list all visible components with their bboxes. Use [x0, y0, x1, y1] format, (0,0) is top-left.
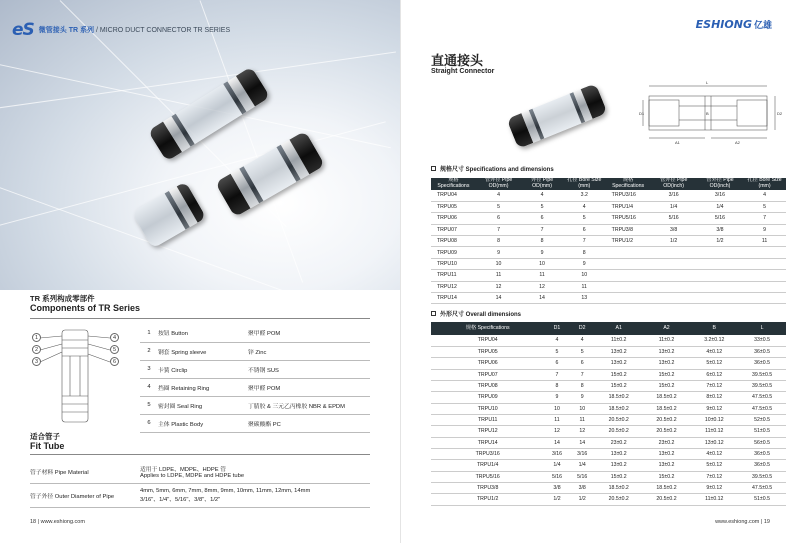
table-cell: TRPU3/8: [606, 224, 651, 235]
table-cell: TRPU10: [431, 403, 544, 414]
page-footer-right: www.eshiong.com | 19: [715, 519, 770, 525]
table-cell: 4: [476, 190, 521, 201]
header-title-en: / MICRO DUCT CONNECTOR TR SERIES: [95, 27, 231, 34]
table-cell: TRPU14: [431, 293, 476, 304]
table-cell: 10: [476, 258, 521, 269]
table-cell: 3.2: [563, 190, 606, 201]
table-row: 4 挡圈 Retaining Ring 聚甲醛 POM: [140, 378, 370, 396]
table-cell: 11: [521, 270, 563, 281]
table-cell: 11±0.2: [595, 335, 643, 346]
square-bullet-icon: [431, 311, 436, 316]
table-cell: 7: [521, 224, 563, 235]
table-cell: 20.5±0.2: [595, 426, 643, 437]
table-cell: TRPU3/8: [431, 482, 544, 493]
table-row: 管子材料 Pipe Material 适用于 LDPE、MDPE、HDPE 管 Applies to LDPE, MDPE and HDPE tube: [30, 460, 370, 484]
table-cell: 13±0.12: [690, 437, 738, 448]
product-hero-image: [0, 0, 400, 290]
table-cell: 51±0.5: [738, 494, 786, 505]
table-row: [431, 494, 786, 505]
table-cell: 20.5±0.2: [643, 494, 691, 505]
table-cell: 15±0.2: [643, 380, 691, 391]
dim-label-a2: A2: [735, 140, 740, 145]
table-cell: 1/4: [650, 201, 696, 212]
column-header: D1: [544, 322, 569, 335]
table-cell: 9: [563, 258, 606, 269]
table-cell: 20.5±0.2: [643, 414, 691, 425]
table-cell: 11: [743, 236, 786, 247]
table-cell: 13±0.2: [595, 460, 643, 471]
table-row: 3 卡簧 Circlip 不锈钢 SUS: [140, 360, 370, 378]
table-cell: 9±0.12: [690, 482, 738, 493]
table-cell: TRPU3/16: [431, 448, 544, 459]
table-cell: 36±0.5: [738, 358, 786, 369]
table-cell: 8±0.12: [690, 392, 738, 403]
table-cell: 1/2: [650, 236, 696, 247]
table-cell: 4: [544, 335, 569, 346]
callout-4: 4: [110, 333, 119, 342]
table-row: [431, 224, 786, 235]
table-cell: 20.5±0.2: [595, 494, 643, 505]
table-cell: [606, 247, 651, 258]
table-cell: 3/16: [697, 190, 743, 201]
table-cell: 6: [476, 213, 521, 224]
table-cell: [697, 258, 743, 269]
table-cell: TRPU05: [431, 346, 544, 357]
table-cell: 6: [570, 358, 595, 369]
table-cell: 8: [544, 380, 569, 391]
table-cell: 13±0.2: [643, 358, 691, 369]
column-header: L: [738, 322, 786, 335]
table-cell: 12: [521, 281, 563, 292]
table-cell: 3/8: [570, 482, 595, 493]
table-row: 6 主体 Plastic Body 聚碳酸酯 PC: [140, 414, 370, 432]
table-cell: 5: [743, 201, 786, 212]
table-cell: 1/2: [570, 494, 595, 505]
table-row: [431, 358, 786, 369]
table-cell: 36±0.5: [738, 346, 786, 357]
table-cell: TRPU12: [431, 426, 544, 437]
table-cell: 1/4: [697, 201, 743, 212]
table-cell: 10: [563, 270, 606, 281]
table-cell: 10: [544, 403, 569, 414]
table-cell: [650, 293, 696, 304]
table-cell: [697, 293, 743, 304]
table-cell: TRPU08: [431, 236, 476, 247]
table-row: [431, 448, 786, 459]
page-subtitle: Straight Connector: [431, 68, 495, 75]
table-cell: 6: [544, 358, 569, 369]
table-cell: 5/16: [570, 471, 595, 482]
table-cell: 14: [476, 293, 521, 304]
table-cell: 5: [563, 213, 606, 224]
table-cell: 5±0.12: [690, 358, 738, 369]
table-cell: 3/8: [697, 224, 743, 235]
table-cell: TRPU1/2: [606, 236, 651, 247]
table-cell: 7: [743, 213, 786, 224]
table-row: [431, 380, 786, 391]
table-row: [431, 213, 786, 224]
table-cell: 10: [521, 258, 563, 269]
callout-1: 1: [32, 333, 41, 342]
table-row: [431, 201, 786, 212]
table-cell: 13±0.2: [595, 448, 643, 459]
specifications-table: [431, 178, 786, 304]
table-cell: TRPU1/4: [606, 201, 651, 212]
table-cell: 3/16: [570, 448, 595, 459]
table-cell: TRPU07: [431, 369, 544, 380]
column-header: D2: [570, 322, 595, 335]
table-cell: 11: [570, 414, 595, 425]
dims-table-heading: 外形尺寸 Overall dimensions: [431, 309, 521, 318]
page-footer-left: 18 | www.eshiong.com: [30, 519, 85, 525]
callout-6: 6: [110, 357, 119, 366]
table-cell: [650, 281, 696, 292]
table-row: [431, 270, 786, 281]
table-cell: 11: [544, 414, 569, 425]
table-cell: 13: [563, 293, 606, 304]
table-cell: 5: [521, 201, 563, 212]
table-cell: 8: [563, 247, 606, 258]
table-cell: 23±0.2: [643, 437, 691, 448]
straight-connector-image: [507, 83, 608, 149]
table-cell: 12: [570, 426, 595, 437]
divider: [30, 454, 370, 455]
column-header: 管外径 Pipe OD(inch): [650, 178, 696, 190]
table-cell: 6±0.12: [690, 369, 738, 380]
table-cell: 3/8: [544, 482, 569, 493]
table-cell: [743, 270, 786, 281]
table-cell: TRPU11: [431, 270, 476, 281]
table-row: [431, 482, 786, 493]
table-cell: 47.5±0.5: [738, 403, 786, 414]
table-cell: 7±0.12: [690, 471, 738, 482]
table-cell: 1/4: [570, 460, 595, 471]
table-cell: TRPU06: [431, 358, 544, 369]
table-cell: 4: [521, 190, 563, 201]
table-cell: 18.5±0.2: [643, 482, 691, 493]
table-cell: 14: [570, 437, 595, 448]
table-cell: 1/2: [544, 494, 569, 505]
table-cell: 4±0.12: [690, 448, 738, 459]
table-cell: 5/16: [697, 213, 743, 224]
table-cell: 11: [563, 281, 606, 292]
table-cell: 20.5±0.2: [643, 426, 691, 437]
table-cell: 47.5±0.5: [738, 482, 786, 493]
parts-table: [140, 324, 370, 433]
table-row: [431, 190, 786, 201]
overall-dimensions-table: [431, 322, 786, 506]
table-row: [431, 437, 786, 448]
table-cell: 13±0.2: [643, 448, 691, 459]
callout-3: 3: [32, 357, 41, 366]
table-cell: 15±0.2: [643, 369, 691, 380]
table-cell: 13±0.2: [643, 460, 691, 471]
right-page: [400, 0, 800, 543]
brand-logo-right: ESHIONG 亿雄: [695, 18, 772, 31]
column-header: 孔径 Bore Size (mm): [563, 178, 606, 190]
table-cell: 3/16: [650, 190, 696, 201]
table-cell: 39.5±0.5: [738, 471, 786, 482]
column-header: B: [690, 322, 738, 335]
table-cell: 11±0.12: [690, 426, 738, 437]
table-cell: 39.5±0.5: [738, 380, 786, 391]
table-row: [431, 281, 786, 292]
table-cell: [606, 293, 651, 304]
table-cell: 12: [476, 281, 521, 292]
brand-logo: eS: [12, 20, 34, 40]
table-cell: 4: [570, 335, 595, 346]
table-cell: TRPU04: [431, 335, 544, 346]
table-cell: 11: [476, 270, 521, 281]
table-cell: [743, 281, 786, 292]
table-cell: TRPU1/2: [431, 494, 544, 505]
table-cell: 15±0.2: [595, 471, 643, 482]
table-cell: [606, 258, 651, 269]
table-cell: TRPU05: [431, 201, 476, 212]
table-cell: TRPU14: [431, 437, 544, 448]
table-cell: 7±0.12: [690, 380, 738, 391]
table-cell: [743, 258, 786, 269]
table-cell: 9: [521, 247, 563, 258]
table-row: [431, 335, 786, 346]
table-cell: 6: [521, 213, 563, 224]
technical-drawing: [639, 78, 784, 148]
table-cell: 4: [743, 190, 786, 201]
table-cell: 13±0.2: [643, 346, 691, 357]
table-cell: 5/16: [544, 471, 569, 482]
fit-tube-table: [30, 460, 370, 508]
table-cell: 8: [521, 236, 563, 247]
table-row: [431, 247, 786, 258]
table-cell: 8: [476, 236, 521, 247]
dim-label-b: B: [706, 111, 709, 116]
table-cell: 7: [563, 236, 606, 247]
table-cell: 18.5±0.2: [595, 482, 643, 493]
table-cell: 7: [476, 224, 521, 235]
table-cell: [606, 281, 651, 292]
callout-5: 5: [110, 345, 119, 354]
column-header: 规格 Specifications: [606, 178, 651, 190]
table-cell: [743, 247, 786, 258]
table-row: [431, 414, 786, 425]
table-cell: 18.5±0.2: [643, 392, 691, 403]
table-cell: 18.5±0.2: [595, 392, 643, 403]
table-cell: TRPU12: [431, 281, 476, 292]
table-cell: TRPU04: [431, 190, 476, 201]
page-title: 直通接头: [431, 53, 484, 68]
table-cell: TRPU5/16: [606, 213, 651, 224]
table-cell: 11±0.12: [690, 494, 738, 505]
table-row: 1 按钮 Button 聚甲醛 POM: [140, 324, 370, 342]
dim-label-l: L: [706, 80, 709, 85]
dim-label-d2: D2: [777, 111, 783, 116]
table-cell: 33±0.5: [738, 335, 786, 346]
table-cell: TRPU09: [431, 392, 544, 403]
table-row: 5 密封圈 Seal Ring 丁腈胶 & 三元乙丙橡胶 NBR & EPDM: [140, 396, 370, 414]
table-cell: 4: [563, 201, 606, 212]
table-cell: 52±0.5: [738, 414, 786, 425]
table-cell: TRPU1/4: [431, 460, 544, 471]
table-cell: 36±0.5: [738, 460, 786, 471]
table-cell: TRPU07: [431, 224, 476, 235]
column-header: 管外径 Pipe OD(mm): [476, 178, 521, 190]
table-cell: 6: [563, 224, 606, 235]
table-cell: 13±0.2: [595, 358, 643, 369]
table-cell: [606, 270, 651, 281]
table-row: [431, 346, 786, 357]
parts-exploded-diagram: [30, 326, 130, 426]
fit-tube-heading: 适合管子 Fit Tube: [30, 432, 65, 451]
table-row: 管子外径 Outer Diameter of Pipe 4mm, 5mm, 6mm, 7mm, 8mm, 9mm, 10mm, 11mm, 12mm, 14mm 3/16"、1/4"、5/16"、3/8"、1/2": [30, 484, 370, 508]
table-cell: 13±0.2: [595, 346, 643, 357]
table-row: [431, 293, 786, 304]
table-cell: [697, 281, 743, 292]
table-cell: 23±0.2: [595, 437, 643, 448]
table-cell: TRPU06: [431, 213, 476, 224]
table-cell: 9: [743, 224, 786, 235]
table-cell: 47.5±0.5: [738, 392, 786, 403]
table-cell: 15±0.2: [595, 369, 643, 380]
table-cell: 9±0.12: [690, 403, 738, 414]
table-cell: TRPU08: [431, 380, 544, 391]
table-cell: 9: [570, 392, 595, 403]
table-cell: [743, 293, 786, 304]
table-cell: TRPU09: [431, 247, 476, 258]
table-cell: 36±0.5: [738, 448, 786, 459]
table-cell: 7: [570, 369, 595, 380]
table-cell: 39.5±0.5: [738, 369, 786, 380]
dim-label-a1: A1: [675, 140, 680, 145]
table-cell: 18.5±0.2: [643, 403, 691, 414]
table-cell: 10±0.12: [690, 414, 738, 425]
table-cell: 18.5±0.2: [595, 403, 643, 414]
table-cell: 9: [476, 247, 521, 258]
table-cell: 12: [544, 426, 569, 437]
table-row: 2 钢套 Spring sleeve 锌 Zinc: [140, 342, 370, 360]
table-cell: 9: [544, 392, 569, 403]
table-cell: 5/16: [650, 213, 696, 224]
table-row: [431, 369, 786, 380]
column-header: 外径 Pipe OD(mm): [521, 178, 563, 190]
table-cell: 8: [570, 380, 595, 391]
table-cell: [697, 247, 743, 258]
column-header: A1: [595, 322, 643, 335]
table-cell: 11±0.2: [643, 335, 691, 346]
table-cell: 51±0.5: [738, 426, 786, 437]
components-heading: TR 系列构成零部件 Components of TR Series: [30, 294, 141, 313]
table-cell: [697, 270, 743, 281]
table-cell: 14: [521, 293, 563, 304]
table-row: [431, 460, 786, 471]
table-cell: 14: [544, 437, 569, 448]
table-cell: 3/16: [544, 448, 569, 459]
column-header: 规格 Specifications: [431, 322, 544, 335]
series-header: [12, 20, 230, 40]
table-cell: 20.5±0.2: [595, 414, 643, 425]
table-cell: 1/4: [544, 460, 569, 471]
table-cell: 1/2: [697, 236, 743, 247]
table-row: [431, 236, 786, 247]
table-cell: 5±0.12: [690, 460, 738, 471]
table-row: [431, 471, 786, 482]
table-row: [431, 426, 786, 437]
table-row: [431, 392, 786, 403]
table-cell: 5: [570, 346, 595, 357]
table-cell: 15±0.2: [595, 380, 643, 391]
table-cell: 56±0.5: [738, 437, 786, 448]
divider: [30, 318, 370, 319]
table-cell: 5: [476, 201, 521, 212]
table-row: [431, 258, 786, 269]
table-cell: [650, 270, 696, 281]
table-cell: TRPU11: [431, 414, 544, 425]
table-cell: TRPU10: [431, 258, 476, 269]
table-cell: 10: [570, 403, 595, 414]
column-header: A2: [643, 322, 691, 335]
column-header: 孔径 Bore Size (mm): [743, 178, 786, 190]
square-bullet-icon: [431, 166, 436, 171]
table-cell: 15±0.2: [643, 471, 691, 482]
spec-table-heading: 规格尺寸 Specifications and dimensions: [431, 164, 554, 173]
table-cell: 7: [544, 369, 569, 380]
table-cell: TRPU3/16: [606, 190, 651, 201]
dim-label-d1: D1: [639, 111, 645, 116]
column-header: 管外径 Pipe OD(inch): [697, 178, 743, 190]
table-cell: [650, 258, 696, 269]
table-cell: TRPU5/16: [431, 471, 544, 482]
table-cell: 3/8: [650, 224, 696, 235]
connector-image-bottom: [215, 131, 325, 218]
connector-image-top: [148, 66, 271, 161]
table-cell: 4±0.12: [690, 346, 738, 357]
table-cell: 3.2±0.12: [690, 335, 738, 346]
column-header: 规格 Specifications: [431, 178, 476, 190]
table-row: [431, 403, 786, 414]
callout-2: 2: [32, 345, 41, 354]
table-cell: [650, 247, 696, 258]
table-cell: 5: [544, 346, 569, 357]
header-title-cn: 微管接头 TR 系列: [38, 27, 95, 34]
